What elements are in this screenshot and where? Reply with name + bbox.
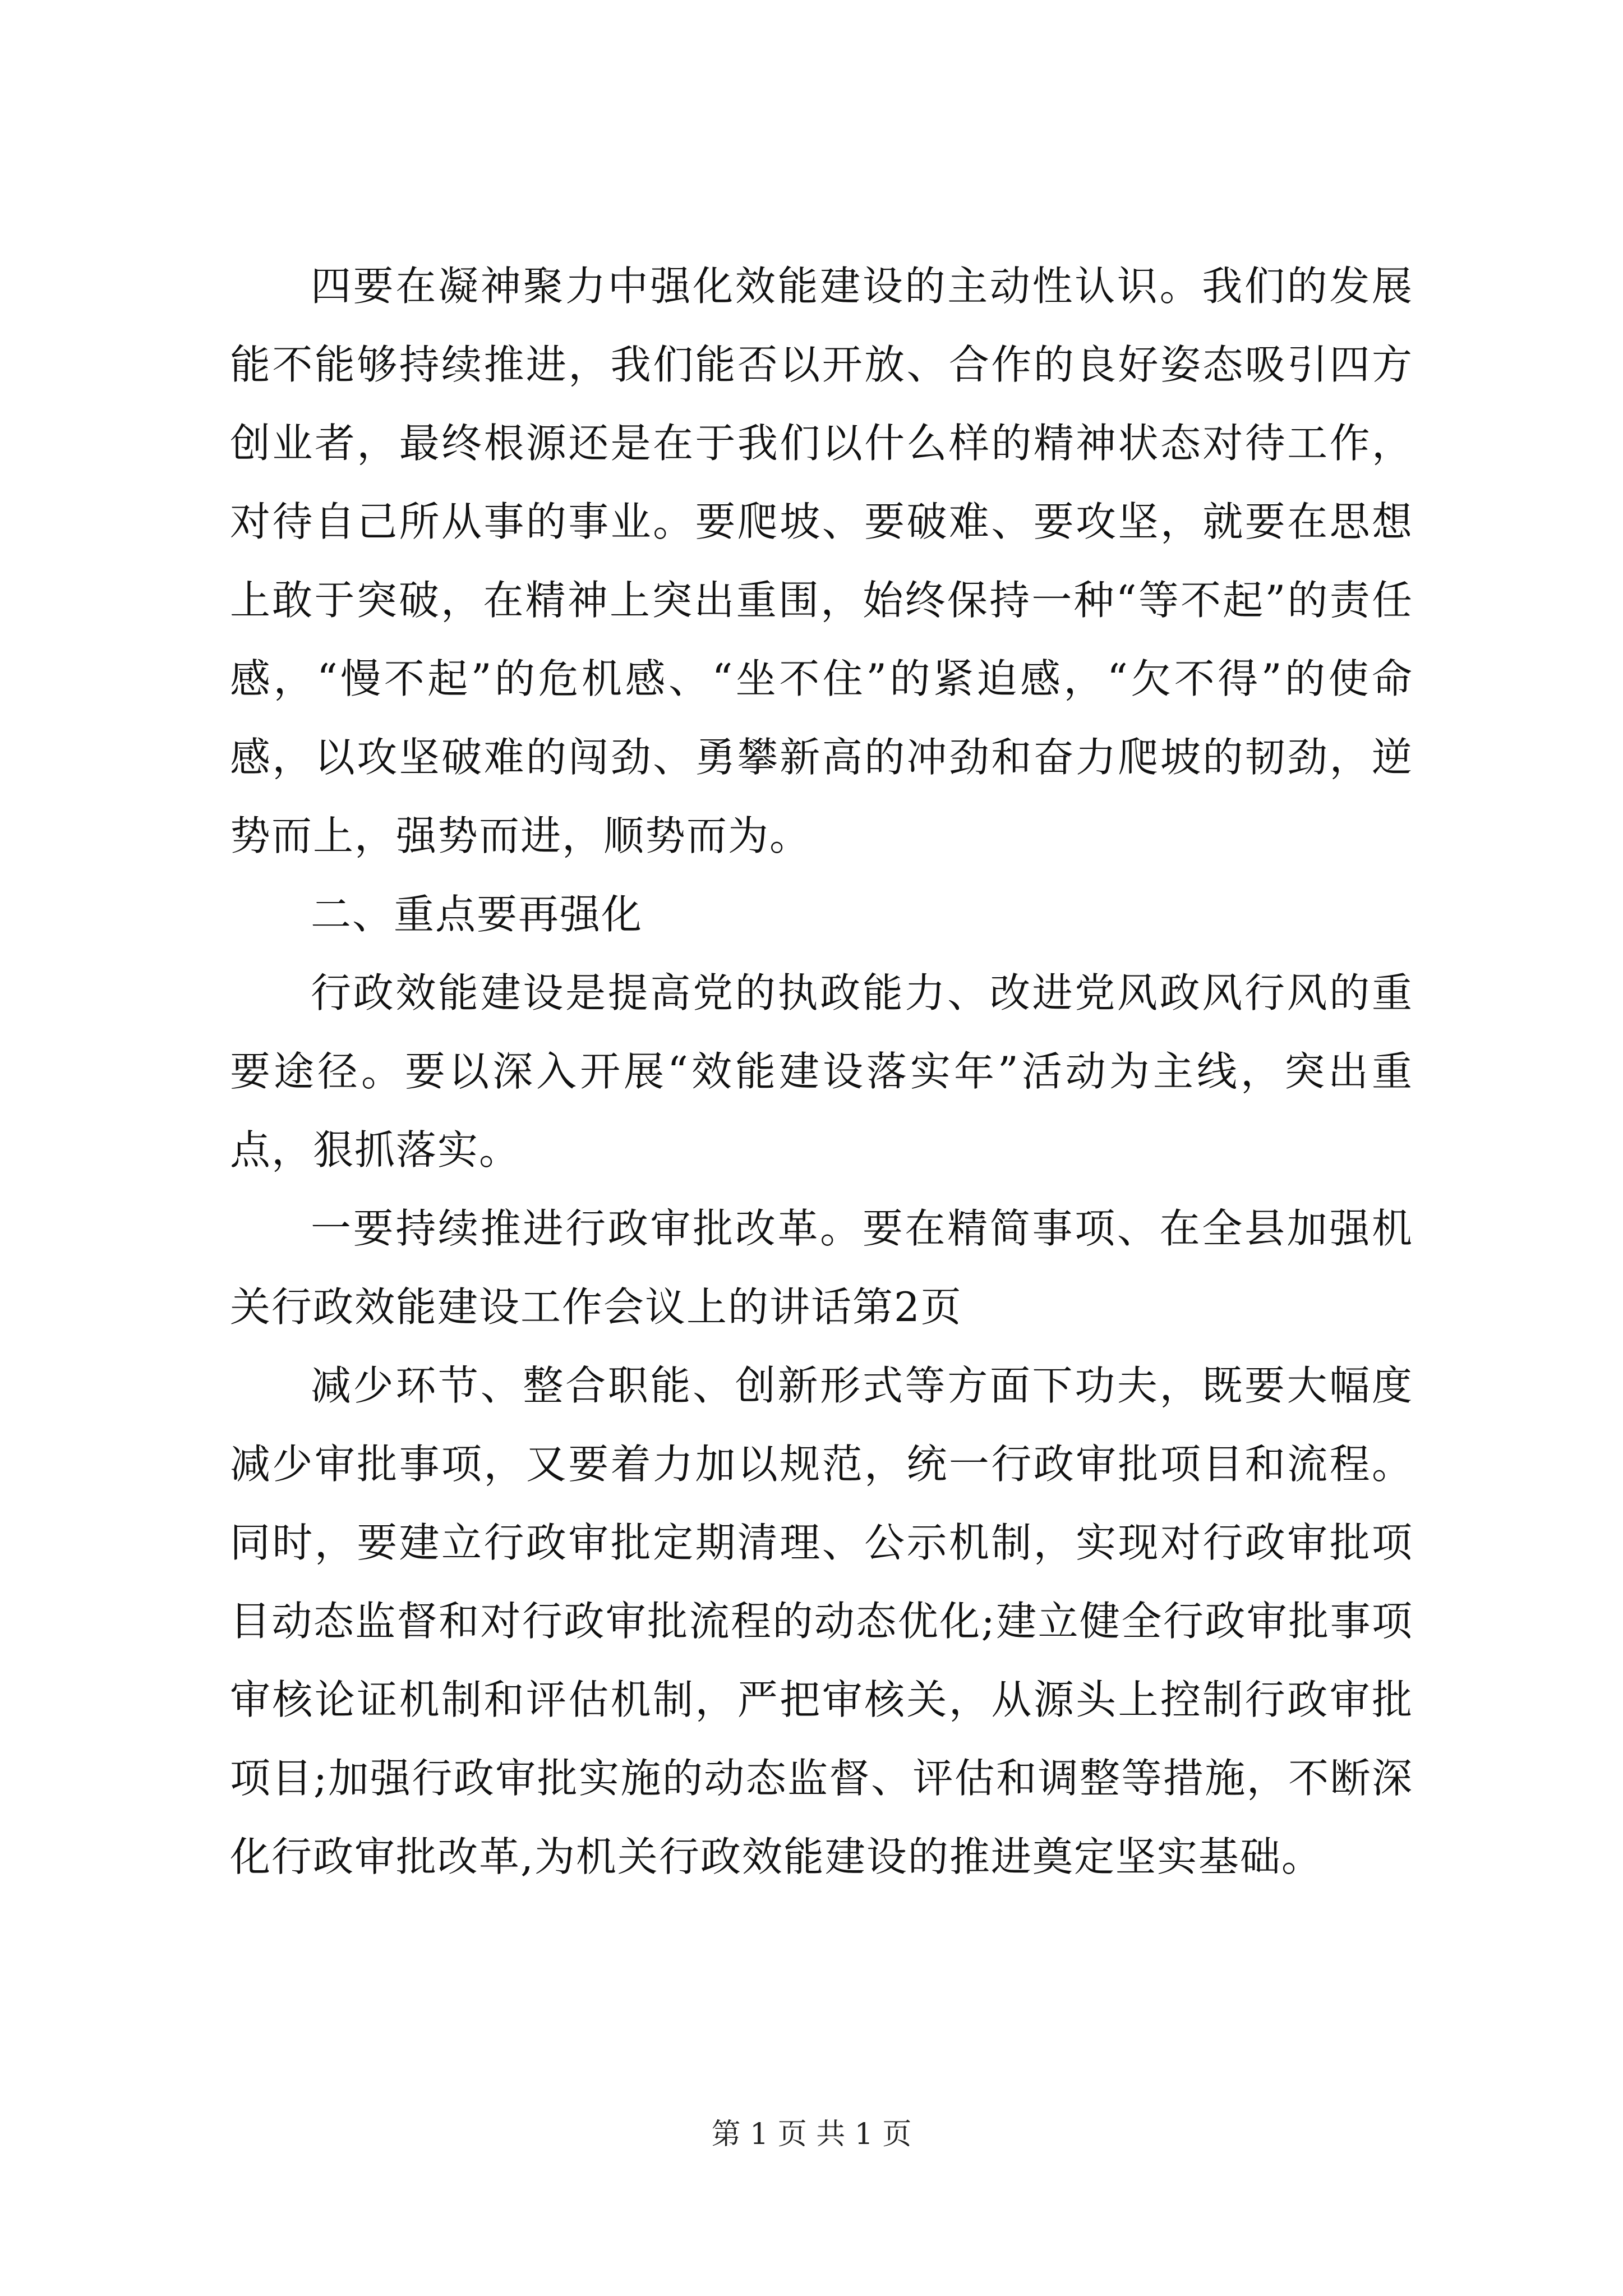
paragraph-approval-reform-detail: 减少环节、整合职能、创新形式等方面下功夫，既要大幅度减少审批事项，又要着力加以规范，统一行政审批项目和流程。同时，要建立行政审批定期清理、公示机制，实现对行政审批项目动态监督和对行政审批流程的动态优化;建立健全行政审批事项审核论证机制和评估机制，严把审核关，从源头上控制行政审批项目;加强行政审批实施的动态监督、评估和调整等措施，不断深化行政审批改革,为机关行政效能建设的推进奠定坚实基础。 [230,1362,1413,1880]
paragraph-four-requirements: 四要在凝神聚力中强化效能建设的主动性认识。我们的发展能不能够持续推进，我们能否以开放、合作的良好姿态吸引四方创业者，最终根源还是在于我们以什么样的精神状态对待工作，对待自己所从事的事业。要爬坡、要破难、要攻坚，就要在思想上敢于突破，在精神上突出重围，始终保持一种“等不起”的责任感，“慢不起”的危机感、“坐不住”的紧迫感，“欠不得”的使命感，以攻坚破难的闯劲、勇攀新高的冲劲和奋力爬坡的韧劲，逆势而上，强势而进，顺势而为。 [230,263,1413,859]
document-body [230,247,1413,1896]
paragraph-efficiency-construction: 行政效能建设是提高党的执政能力、改进党风政风行风的重要途径。要以深入开展“效能建设落实年”活动为主线，突出重点，狠抓落实。 [230,969,1413,1174]
page-footer: 第 1 页 共 1 页 [711,2118,912,2151]
paragraph-approval-reform-intro: 一要持续推进行政审批改革。要在精简事项、在全县加强机关行政效能建设工作会议上的讲话第2页 [230,1205,1413,1331]
section-heading-key-points: 二、重点要再强化 [311,891,643,938]
